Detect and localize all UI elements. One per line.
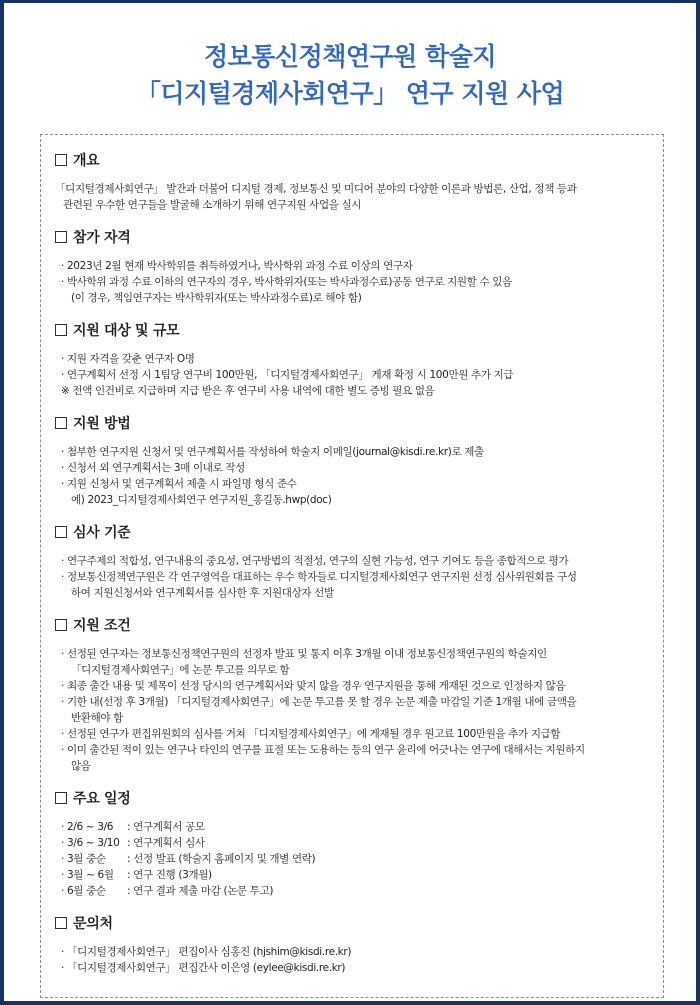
schedule-desc: : 선정 발표 (학술지 홈페이지 및 개별 연락) [127,853,316,865]
frame-right [696,0,700,1005]
text-line: · 첨부한 연구지원 신청서 및 연구계획서를 작성하여 학술지 이메일(journal@kisdi.re.kr)로 제출 [61,446,484,458]
text-line: 「디지털경제사회연구」에 논문 투고를 의무로 함 [71,664,290,676]
text-line: 않음 [71,760,91,772]
checkbox-icon [55,231,67,243]
text-line: 예) 2023_디지털경제사회연구 연구지원_홍길동.hwp(doc) [71,494,332,506]
content-box [40,134,664,998]
section-heading: 지원 방법 [73,416,131,432]
section-heading: 심사 기준 [73,525,131,541]
frame-bottom [0,1001,700,1005]
schedule-row [55,835,651,851]
text-line: 「디지털경제사회연구」 발간과 더불어 디지털 경제, 정보통신 및 미디어 분야의 다양한 이론과 방법론, 산업, 정책 등과 [55,183,577,195]
text-line: · 연구계획서 선정 시 1팀당 연구비 100만원, 「디지털경제사회연구」 게재 확정 시 100만원 추가 지급 [61,369,514,381]
checkbox-icon [55,619,67,631]
text-line: · 연구주제의 적합성, 연구내용의 중요성, 연구방법의 적절성, 연구의 실현 가능성, 연구 기여도 등을 종합적으로 평가 [61,555,569,567]
page-title [0,38,700,112]
text-line: · 선정된 연구자는 정보통신정책연구원의 선정자 발표 및 통지 이후 3개월 이내 정보통신정책연구원의 학술지인 [61,648,547,660]
schedule-date: · 6월 중순 [61,885,106,897]
schedule-desc: : 연구 결과 제출 마감 (논문 투고) [127,885,274,897]
checkbox-icon [55,792,67,804]
schedule-desc: : 연구계획서 공모 [127,821,205,833]
text-line: 반환해야 함 [71,712,123,724]
schedule-date: · 3/6 ~ 3/10 [61,837,120,849]
text-line: ※ 전액 인건비로 지급하며 지급 받은 후 연구비 사용 내역에 대한 별도 증빙 필요 없음 [61,385,435,397]
text-line: · 지원 신청서 및 연구계획서 제출 시 파일명 형식 준수 [61,478,297,490]
section-heading: 지원 대상 및 규모 [73,323,180,339]
text-line: · 「디지털경제사회연구」 편집간사 이은영 (eylee@kisdi.re.kr) [61,962,346,974]
text-line: 하여 지원신청서와 연구계획서를 심사한 후 지원대상자 선발 [71,587,334,599]
section-overview [55,149,651,213]
checkbox-icon [55,417,67,429]
text-line: · 정보통신정책연구원은 각 연구영역을 대표하는 우수 학자들로 디지털경제사회연구 연구지원 선정 심사위원회를 구성 [61,571,577,583]
title-line-1: 정보통신정책연구원 학술지 [203,42,496,71]
text-line: · 2023년 2월 현재 박사학위를 취득하였거나, 박사학위 과정 수료 이상의 연구자 [61,260,413,272]
text-line: · 지원 자격을 갖춘 연구자 O명 [61,353,195,365]
text-line: · 선정된 연구가 편집위원회의 심사를 거쳐 「디지털경제사회연구」에 게재될 경우 원고료 100만원을 추가 지급함 [61,728,561,740]
text-line: · 신청서 외 연구계획서는 3매 이내로 작성 [61,462,245,474]
schedule-desc: : 연구 진행 (3개월) [127,869,212,881]
schedule-row [55,819,651,835]
section-heading: 지원 조건 [73,618,131,634]
section-scale [55,319,651,399]
section-eligibility [55,226,651,306]
checkbox-icon [55,324,67,336]
checkbox-icon [55,917,67,929]
schedule-desc: : 연구계획서 심사 [127,837,205,849]
section-heading: 개요 [73,153,100,169]
schedule-date: · 3월 ~ 6월 [61,869,114,881]
schedule-date: · 3월 중순 [61,853,106,865]
text-line: · 기한 내(선정 후 3개월) 「디지털경제사회연구」에 논문 투고를 못 할 경우 논문 제출 마감일 기준 1개월 내에 금액을 [61,696,577,708]
section-contact [55,912,651,976]
text-line: · 「디지털경제사회연구」 편집이사 심홍진 (hjshim@kisdi.re.kr) [61,946,352,958]
section-schedule [55,787,651,899]
section-conditions [55,614,651,774]
text-line: (이 경우, 책임연구자는 박사학위자(또는 박사과정수료)로 해야 함) [71,292,362,304]
text-line: · 최종 출간 내용 및 제목이 선정 당시의 연구계획서와 맞지 않을 경우 연구지원을 통해 게재된 것으로 인정하지 않음 [61,680,566,692]
schedule-row [55,867,651,883]
text-line: 관련된 우수한 연구들을 발굴해 소개하기 위해 연구지원 사업을 실시 [63,199,362,211]
section-method [55,412,651,508]
schedule-date: · 2/6 ~ 3/6 [61,821,114,833]
section-heading: 문의처 [73,916,113,932]
title-line-2: 「디지털경제사회연구」 연구 지원 사업 [135,79,565,108]
text-line: · 이미 출간된 적이 있는 연구나 타인의 연구를 표절 또는 도용하는 등의 연구 윤리에 어긋나는 연구에 대해서는 지원하지 [61,744,585,756]
schedule-row [55,883,651,899]
checkbox-icon [55,526,67,538]
section-heading: 참가 자격 [73,230,131,246]
text-line: · 박사학위 과정 수료 이하의 연구자의 경우, 박사학위자(또는 박사과정수료)공동 연구로 지원할 수 있음 [61,276,512,288]
schedule-row [55,851,651,867]
section-heading: 주요 일정 [73,791,131,807]
checkbox-icon [55,154,67,166]
section-criteria [55,521,651,601]
frame-left [0,0,4,1005]
frame-top [0,0,700,3]
